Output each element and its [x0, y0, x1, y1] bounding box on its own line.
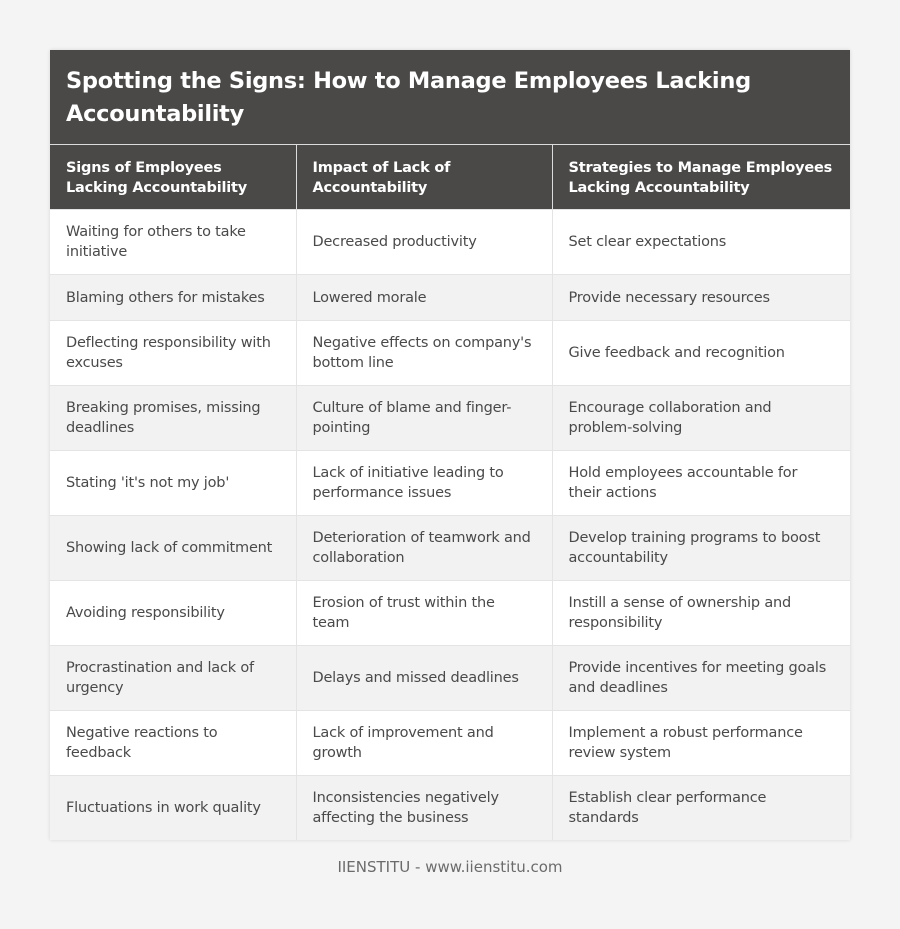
cell-strategy: Provide incentives for meeting goals and deadlines: [552, 646, 850, 711]
cell-impact: Inconsistencies negatively affecting the business: [296, 776, 552, 841]
cell-sign: Breaking promises, missing deadlines: [50, 386, 296, 451]
column-header-signs: Signs of Employees Lacking Accountability: [50, 145, 296, 210]
cell-sign: Procrastination and lack of urgency: [50, 646, 296, 711]
cell-impact: Decreased productivity: [296, 210, 552, 275]
table-row: [50, 321, 850, 386]
cell-impact: Deterioration of teamwork and collaboration: [296, 516, 552, 581]
cell-impact: Negative effects on company's bottom line: [296, 321, 552, 386]
cell-impact: Lack of improvement and growth: [296, 711, 552, 776]
cell-impact: Delays and missed deadlines: [296, 646, 552, 711]
table-row: [50, 451, 850, 516]
accountability-table: [50, 145, 850, 840]
table-header-row: [50, 145, 850, 210]
content-card: [50, 50, 850, 840]
cell-sign: Fluctuations in work quality: [50, 776, 296, 841]
cell-strategy: Establish clear performance standards: [552, 776, 850, 841]
cell-strategy: Develop training programs to boost accountability: [552, 516, 850, 581]
cell-sign: Blaming others for mistakes: [50, 275, 296, 321]
cell-strategy: Provide necessary resources: [552, 275, 850, 321]
cell-strategy: Give feedback and recognition: [552, 321, 850, 386]
table-row: [50, 210, 850, 275]
column-header-strategies: Strategies to Manage Employees Lacking Accountability: [552, 145, 850, 210]
table-row: [50, 646, 850, 711]
table-row: [50, 386, 850, 451]
column-header-impact: Impact of Lack of Accountability: [296, 145, 552, 210]
cell-impact: Lack of initiative leading to performance issues: [296, 451, 552, 516]
cell-sign: Avoiding responsibility: [50, 581, 296, 646]
table-row: [50, 275, 850, 321]
cell-strategy: Implement a robust performance review system: [552, 711, 850, 776]
cell-sign: Waiting for others to take initiative: [50, 210, 296, 275]
page-title: Spotting the Signs: How to Manage Employees Lacking Accountability: [50, 50, 850, 145]
cell-sign: Stating 'it's not my job': [50, 451, 296, 516]
cell-strategy: Set clear expectations: [552, 210, 850, 275]
table-row: [50, 581, 850, 646]
cell-sign: Showing lack of commitment: [50, 516, 296, 581]
cell-impact: Culture of blame and finger-pointing: [296, 386, 552, 451]
table-row: [50, 711, 850, 776]
cell-strategy: Instill a sense of ownership and responsibility: [552, 581, 850, 646]
cell-strategy: Hold employees accountable for their actions: [552, 451, 850, 516]
cell-sign: Deflecting responsibility with excuses: [50, 321, 296, 386]
cell-impact: Lowered morale: [296, 275, 552, 321]
cell-strategy: Encourage collaboration and problem-solving: [552, 386, 850, 451]
footer-credit: IIENSTITU - www.iienstitu.com: [337, 858, 563, 876]
cell-impact: Erosion of trust within the team: [296, 581, 552, 646]
table-row: [50, 776, 850, 841]
cell-sign: Negative reactions to feedback: [50, 711, 296, 776]
table-row: [50, 516, 850, 581]
